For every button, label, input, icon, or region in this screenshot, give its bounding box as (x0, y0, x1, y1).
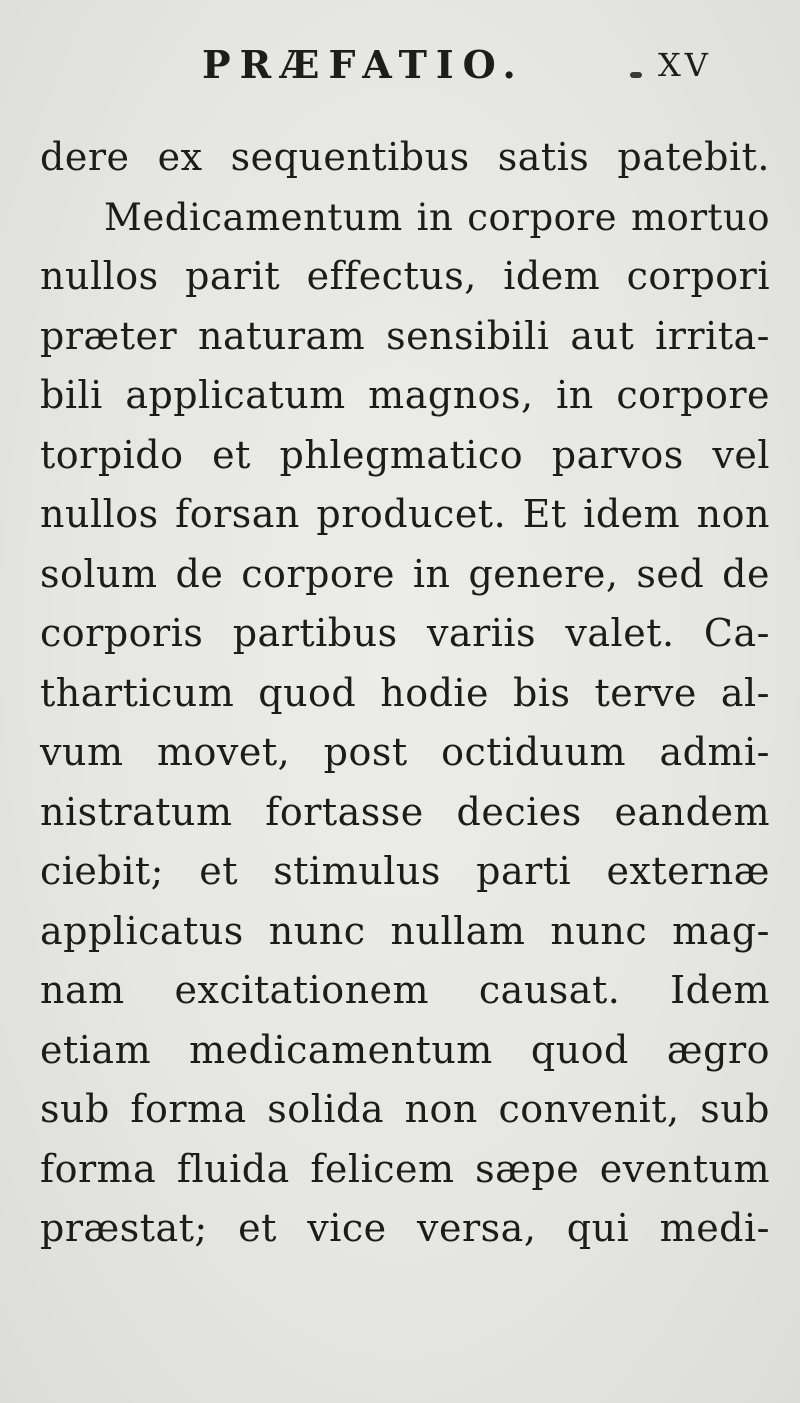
body-text (40, 128, 780, 1259)
text-line: corporis partibus variis valet. Ca- (40, 611, 770, 655)
text-line: præstat; et vice versa, qui medi- (40, 1206, 770, 1250)
text-line: nullos parit effectus, idem corpori (40, 254, 770, 298)
text-line: etiam medicamentum quod ægro (40, 1027, 770, 1072)
text-line: nam excitationem causat. Idem (40, 968, 770, 1012)
text-line: nullos forsan producet. Et idem non (40, 492, 770, 536)
text-line: applicatus nunc nullam nunc mag- (40, 908, 770, 953)
text-line: forma fluida felicem sæpe eventum (40, 1146, 770, 1191)
text-line: solum de corpore in genere, sed de (40, 551, 770, 596)
page-header (0, 42, 800, 102)
text-line: torpido et phlegmatico parvos vel (40, 432, 770, 477)
text-line: ciebit; et stimulus parti externæ (40, 849, 770, 893)
text-line: dere ex sequentibus satis patebit. (40, 135, 770, 179)
text-line: Medicamentum in corpore mortuo (104, 195, 770, 239)
text-line: tharticum quod hodie bis terve al- (40, 670, 770, 715)
text-line: sub forma solida non convenit, sub (40, 1087, 770, 1131)
text-line: nistratum fortasse decies eandem (40, 789, 770, 834)
ink-mark-icon (630, 72, 642, 78)
text-line: vum movet, post octiduum admi- (40, 730, 770, 774)
running-head: PRÆFATIO. (202, 42, 525, 87)
page-number: XV (658, 46, 712, 84)
text-line: bili applicatum magnos, in corpore (40, 373, 770, 417)
text-line: præter naturam sensibili aut irrita- (40, 313, 770, 358)
